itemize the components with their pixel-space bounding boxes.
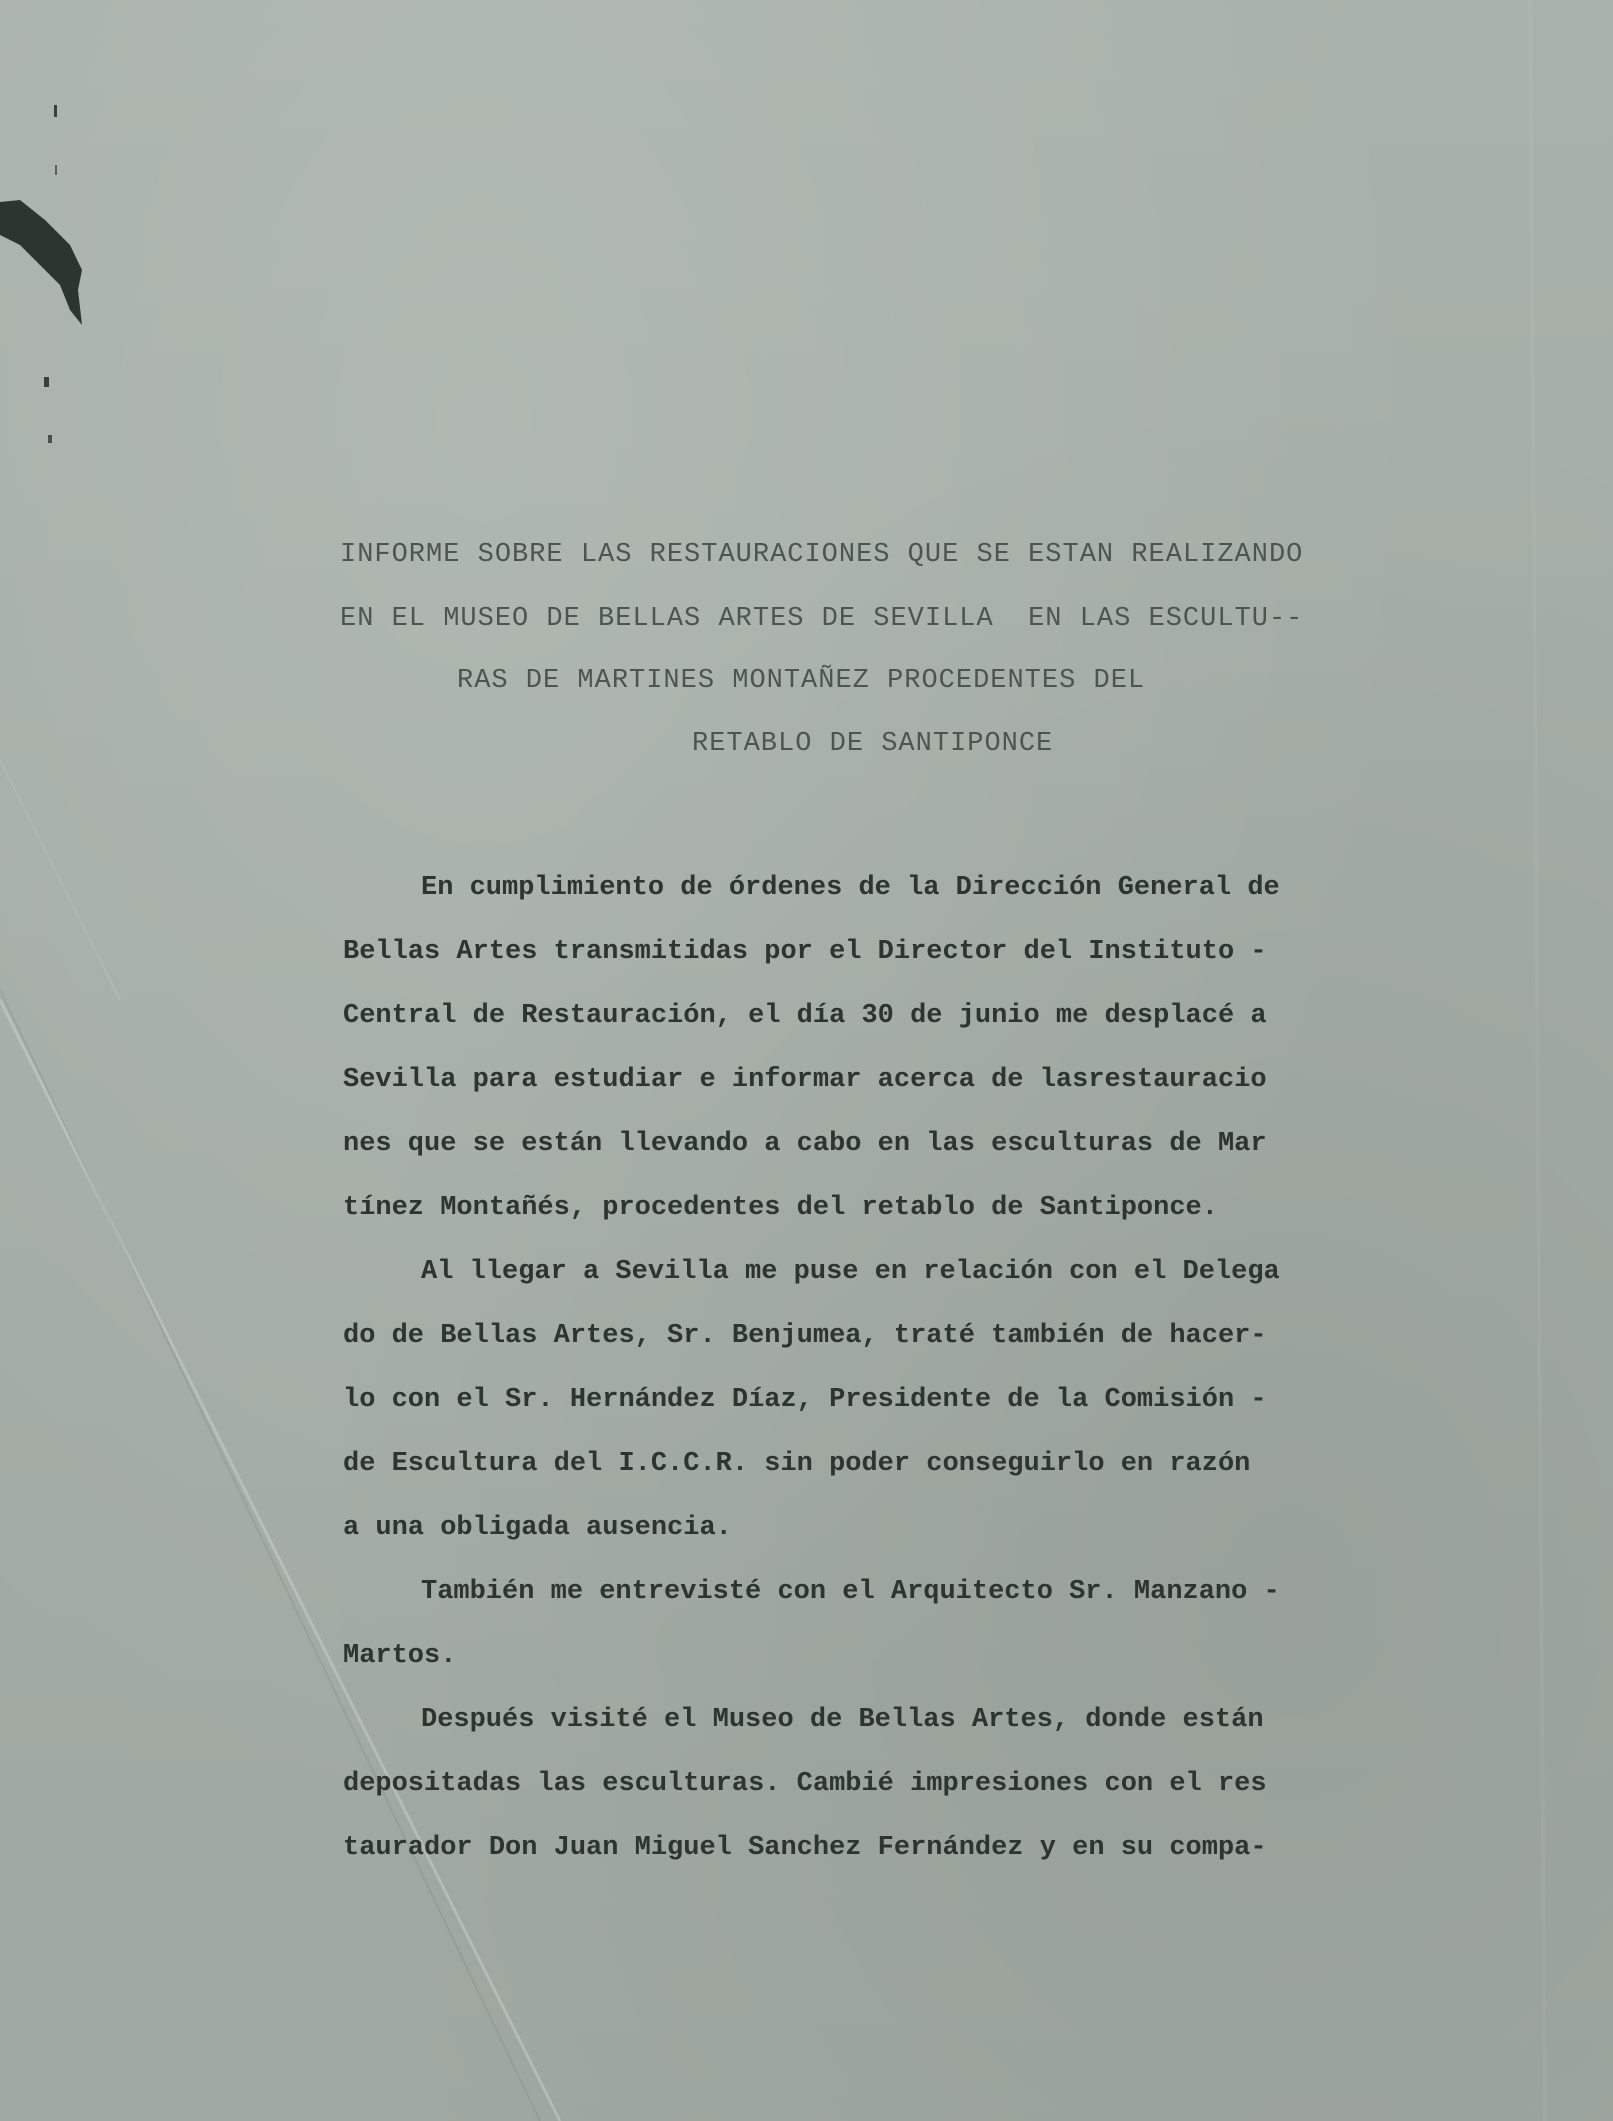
body-line-2: Bellas Artes transmitidas por el Director del Instituto -: [343, 937, 1267, 967]
body-line-4: Sevilla para estudiar e informar acerca de lasrestauracio: [343, 1065, 1267, 1095]
title-line-4: RETABLO DE SANTIPONCE: [692, 729, 1054, 759]
body-line-14: Después visité el Museo de Bellas Artes, donde están: [421, 1705, 1264, 1735]
title-line-1: INFORME SOBRE LAS RESTAURACIONES QUE SE ESTAN REALIZANDO: [340, 540, 1304, 570]
body-line-9: lo con el Sr. Hernández Díaz, Presidente de la Comisión -: [343, 1385, 1267, 1415]
body-line-11: a una obligada ausencia.: [343, 1513, 732, 1543]
title-line-2: EN EL MUSEO DE BELLAS ARTES DE SEVILLA EN LAS ESCULTU--: [340, 604, 1304, 634]
body-line-15: depositadas las esculturas. Cambié impresiones con el res: [343, 1769, 1267, 1799]
body-line-8: do de Bellas Artes, Sr. Benjumea, traté también de hacer-: [343, 1321, 1267, 1351]
body-line-13: Martos.: [343, 1641, 457, 1671]
body-line-10: de Escultura del I.C.C.R. sin poder conseguirlo en razón: [343, 1449, 1251, 1479]
report-title: [0, 0, 1613, 759]
body-line-1: En cumplimiento de órdenes de la Dirección General de: [421, 873, 1280, 903]
body-line-16: taurador Don Juan Miguel Sanchez Fernández y en su compa-: [343, 1833, 1267, 1863]
body-line-12: También me entrevisté con el Arquitecto Sr. Manzano -: [421, 1577, 1280, 1607]
body-line-7: Al llegar a Sevilla me puse en relación con el Delega: [421, 1257, 1280, 1287]
body-line-6: tínez Montañés, procedentes del retablo de Santiponce.: [343, 1193, 1218, 1223]
title-line-3: RAS DE MARTINES MONTAÑEZ PROCEDENTES DEL: [457, 666, 1146, 696]
body-line-5: nes que se están llevando a cabo en las esculturas de Mar: [343, 1129, 1267, 1159]
body-line-3: Central de Restauración, el día 30 de junio me desplacé a: [343, 1001, 1267, 1031]
